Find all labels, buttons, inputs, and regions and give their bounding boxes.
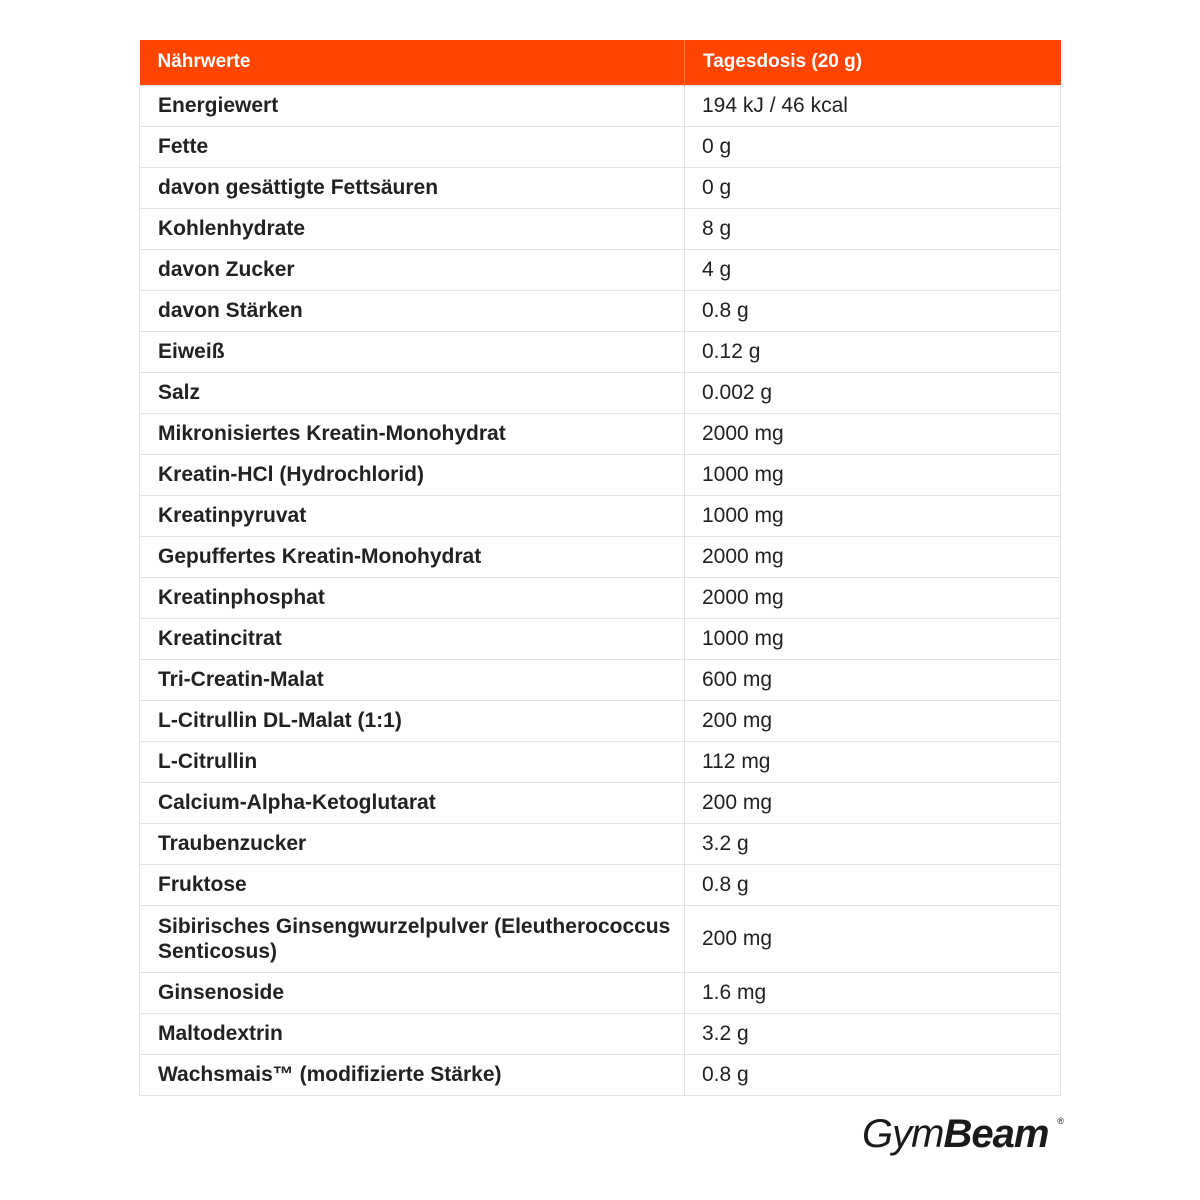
registered-mark: ® xyxy=(1057,1116,1064,1126)
table-row xyxy=(140,741,1061,782)
nutrient-value: 112 mg xyxy=(685,741,1061,782)
nutrient-value: 1000 mg xyxy=(685,454,1061,495)
nutrient-value: 0.002 g xyxy=(685,372,1061,413)
table-row xyxy=(140,905,1061,972)
nutrient-value: 194 kJ / 46 kcal xyxy=(685,85,1061,126)
table-body xyxy=(140,85,1061,1095)
nutrient-value: 1000 mg xyxy=(685,495,1061,536)
table-row xyxy=(140,618,1061,659)
table-row xyxy=(140,167,1061,208)
nutrient-name: davon Stärken xyxy=(140,290,685,331)
header-tagesdosis: Tagesdosis (20 g) xyxy=(685,40,1061,85)
nutrient-name: Kreatincitrat xyxy=(140,618,685,659)
header-row xyxy=(140,40,1061,85)
table-row xyxy=(140,577,1061,618)
nutrient-name: Kreatinphosphat xyxy=(140,577,685,618)
table-row xyxy=(140,454,1061,495)
nutrient-name: Energiewert xyxy=(140,85,685,126)
nutrient-value: 0 g xyxy=(685,126,1061,167)
nutrient-value: 2000 mg xyxy=(685,577,1061,618)
nutrient-name: Traubenzucker xyxy=(140,823,685,864)
nutrient-value: 600 mg xyxy=(685,659,1061,700)
nutrient-value: 0.8 g xyxy=(685,864,1061,905)
nutrient-value: 1000 mg xyxy=(685,618,1061,659)
table-row xyxy=(140,823,1061,864)
nutrient-value: 4 g xyxy=(685,249,1061,290)
table-row xyxy=(140,700,1061,741)
nutrient-value: 0.12 g xyxy=(685,331,1061,372)
nutrient-value: 0 g xyxy=(685,167,1061,208)
table-row xyxy=(140,782,1061,823)
logo-text-gym: Gym xyxy=(862,1112,944,1156)
nutrient-value: 2000 mg xyxy=(685,413,1061,454)
nutrient-name: Ginsenoside xyxy=(140,972,685,1013)
table-header xyxy=(140,40,1061,85)
table-row xyxy=(140,413,1061,454)
nutrient-name: L-Citrullin xyxy=(140,741,685,782)
nutrient-value: 3.2 g xyxy=(685,1013,1061,1054)
nutrient-name: Kreatin-HCl (Hydrochlorid) xyxy=(140,454,685,495)
nutrient-name: Mikronisiertes Kreatin-Monohydrat xyxy=(140,413,685,454)
table-row xyxy=(140,1013,1061,1054)
nutrient-value: 3.2 g xyxy=(685,823,1061,864)
nutrient-value: 0.8 g xyxy=(685,1054,1061,1095)
nutrient-value: 2000 mg xyxy=(685,536,1061,577)
table-row xyxy=(140,126,1061,167)
header-naehrwerte: Nährwerte xyxy=(140,40,685,85)
table-row xyxy=(140,331,1061,372)
nutrient-value: 0.8 g xyxy=(685,290,1061,331)
nutrient-name: Salz xyxy=(140,372,685,413)
nutrient-name: Wachsmais™ (modifizierte Stärke) xyxy=(140,1054,685,1095)
gymbeam-logo xyxy=(862,1112,1062,1162)
nutrient-name: Gepuffertes Kreatin-Monohydrat xyxy=(140,536,685,577)
table-row xyxy=(140,249,1061,290)
table-row xyxy=(140,372,1061,413)
nutrient-name: Fette xyxy=(140,126,685,167)
nutrient-name: Sibirisches Ginsengwurzelpulver (Eleutherococcus Senticosus) xyxy=(140,905,685,972)
table-row xyxy=(140,290,1061,331)
nutrient-name: Kohlenhydrate xyxy=(140,208,685,249)
nutrient-value: 1.6 mg xyxy=(685,972,1061,1013)
logo-text-beam: Beam xyxy=(943,1112,1049,1156)
table-row xyxy=(140,972,1061,1013)
table-row xyxy=(140,85,1061,126)
nutrient-value: 200 mg xyxy=(685,782,1061,823)
nutrient-name: Kreatinpyruvat xyxy=(140,495,685,536)
table-row xyxy=(140,1054,1061,1095)
nutrient-name: Calcium-Alpha-Ketoglutarat xyxy=(140,782,685,823)
table-row xyxy=(140,536,1061,577)
table-row xyxy=(140,208,1061,249)
table-row xyxy=(140,659,1061,700)
nutrient-name: davon Zucker xyxy=(140,249,685,290)
nutrient-name: davon gesättigte Fettsäuren xyxy=(140,167,685,208)
nutrient-name: Eiweiß xyxy=(140,331,685,372)
nutrient-value: 8 g xyxy=(685,208,1061,249)
nutrient-name: L-Citrullin DL-Malat (1:1) xyxy=(140,700,685,741)
nutrient-value: 200 mg xyxy=(685,700,1061,741)
nutrition-table-container xyxy=(139,40,1060,1096)
nutrient-value: 200 mg xyxy=(685,905,1061,972)
table-row xyxy=(140,495,1061,536)
nutrient-name: Tri-Creatin-Malat xyxy=(140,659,685,700)
nutrient-name: Fruktose xyxy=(140,864,685,905)
nutrition-table xyxy=(139,40,1061,1096)
table-row xyxy=(140,864,1061,905)
nutrient-name: Maltodextrin xyxy=(140,1013,685,1054)
